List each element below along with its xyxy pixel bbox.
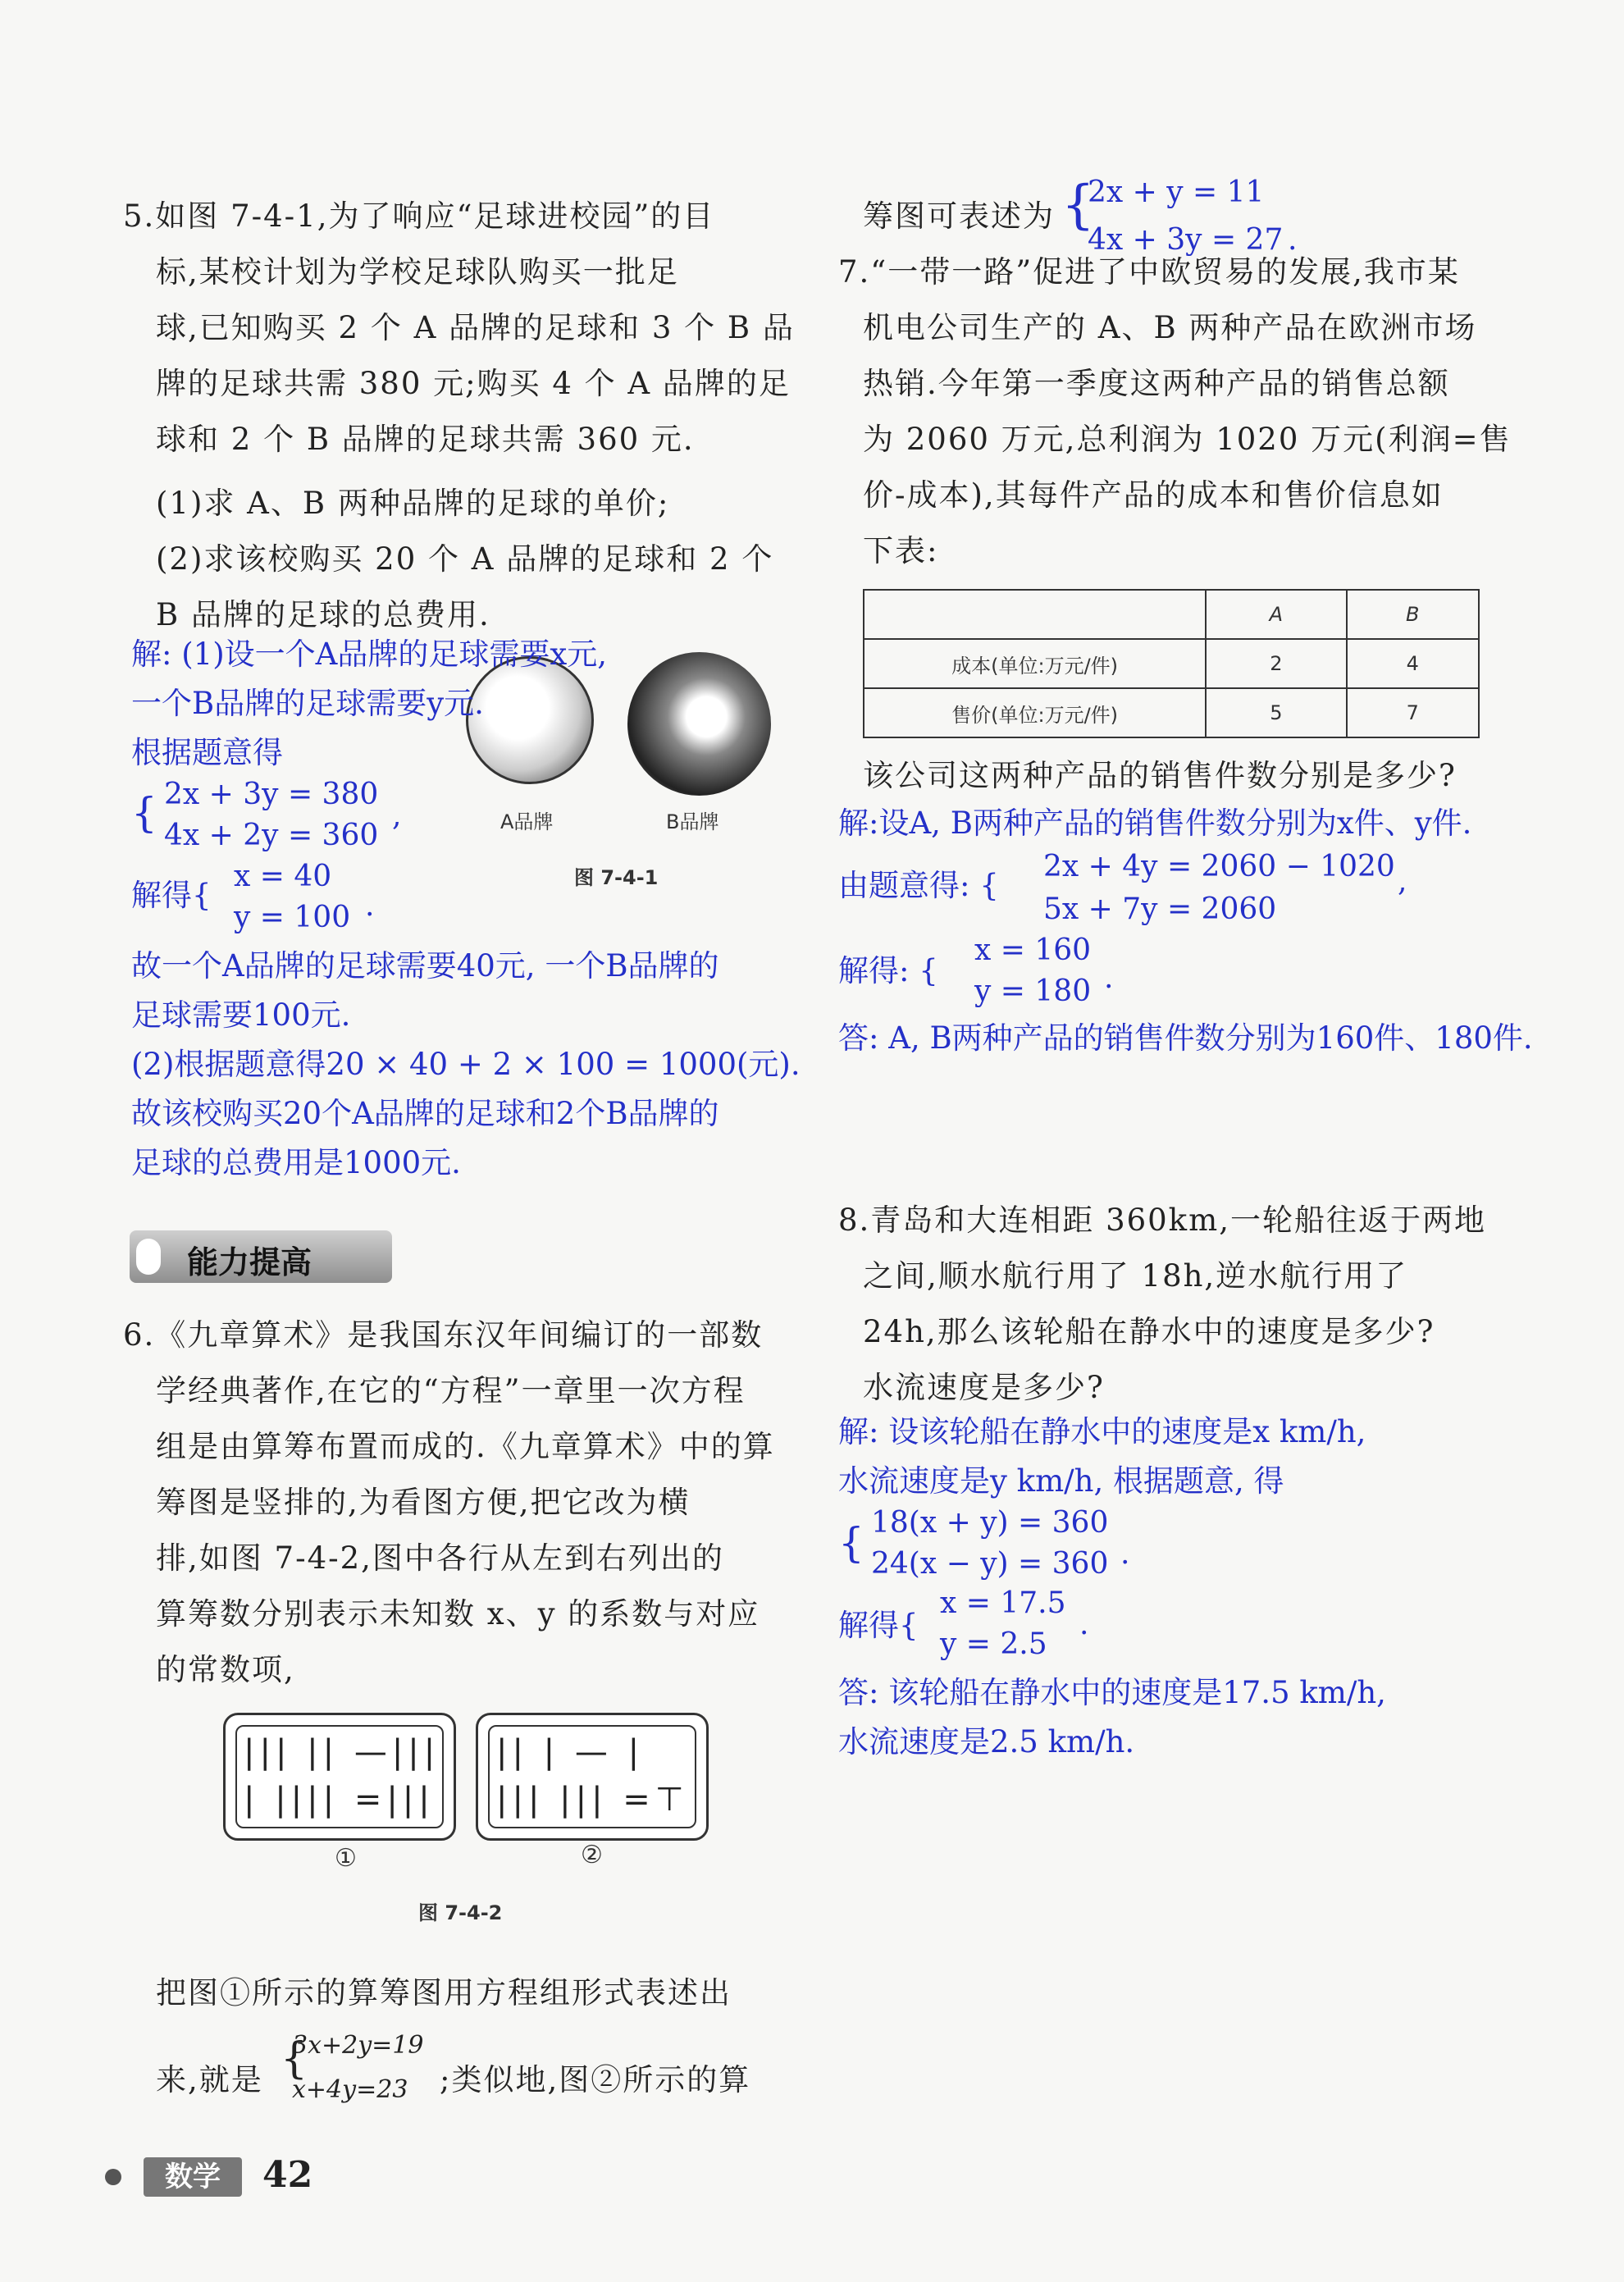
q6-line: ;类似地,图②所示的算 <box>440 2062 751 2097</box>
answer-equation: 4x + 3y = 27 <box>1088 223 1284 257</box>
counting-rods-2 <box>476 1713 709 1841</box>
solution: y = 2.5 <box>940 1627 1047 1661</box>
equation: 2x + 4y = 2060 − 1020 <box>1043 850 1395 883</box>
q6-line: 来,就是 <box>156 2062 263 2097</box>
q6-line: 筹图是竖排的,为看图方便,把它改为横 <box>156 1485 691 1520</box>
q8-line: 8.青岛和大连相距 360km,一轮船往返于两地 <box>838 1203 1486 1238</box>
subject-badge: 数学 <box>144 2157 242 2197</box>
equation: 18(x + y) = 360 <box>871 1506 1109 1540</box>
punct: , <box>1398 865 1407 898</box>
given-equation: 3x+2y=19 <box>292 2031 424 2060</box>
figure-label: ② <box>581 1841 603 1869</box>
product-info-table <box>863 589 1480 738</box>
q5-line: 牌的足球共需 380 元;购买 4 个 A 品牌的足 <box>156 366 791 401</box>
q5-line: (1)求 A、B 两种品牌的足球的单价; <box>156 486 670 521</box>
q5-line: 球,已知购买 2 个 A 品牌的足球和 3 个 B 品 <box>156 310 795 345</box>
punct: . <box>1120 1537 1130 1571</box>
q5-line: 球和 2 个 B 品牌的足球共需 360 元. <box>156 422 695 457</box>
answer-line: 水流速度是2.5 km/h. <box>838 1724 1135 1759</box>
table-row <box>864 590 1479 639</box>
answer-line: 一个B品牌的足球需要y元. <box>131 686 484 721</box>
punct: . <box>365 889 375 923</box>
fig-label-a: A品牌 <box>500 810 554 833</box>
figure-caption: 图 7-4-2 <box>418 1901 503 1924</box>
punct: . <box>1079 1608 1089 1641</box>
equation: 5x + 7y = 2060 <box>1043 892 1277 926</box>
rods-row: | |||| =||| <box>244 1781 435 1819</box>
given-equation: x+4y=23 <box>292 2075 408 2104</box>
answer-line: 水流速度是y km/h, 根据题意, 得 <box>838 1463 1284 1499</box>
bullet-icon <box>105 2169 121 2185</box>
answer-line: 解得{ <box>131 878 212 913</box>
table-cell: B <box>1347 590 1480 639</box>
section-title-text: 能力提高 <box>187 1244 312 1280</box>
equation: 24(x − y) = 360 <box>871 1547 1109 1581</box>
answer-line: 故该校购买20个A品牌的足球和2个B品牌的 <box>131 1096 719 1131</box>
fig-label-b: B品牌 <box>666 810 719 833</box>
table-cell: 2 <box>1206 639 1346 688</box>
q7-question: 该公司这两种产品的销售件数分别是多少? <box>863 758 1457 793</box>
rods-row: ||| ||| =⊤ <box>496 1781 689 1819</box>
punct: . <box>1288 223 1298 257</box>
q7-line: 7.“一带一路”促进了中欧贸易的发展,我市某 <box>838 254 1460 290</box>
q7-line: 价-成本),其每件产品的成本和售价信息如 <box>863 477 1444 513</box>
q8-line: 之间,顺水航行用了 18h,逆水航行用了 <box>863 1258 1408 1294</box>
q6-line: 排,如图 7-4-2,图中各行从左到右列出的 <box>156 1540 724 1576</box>
table-cell: 7 <box>1347 688 1480 737</box>
answer-line: 答: 该轮船在静水中的速度是17.5 km/h, <box>838 1675 1386 1710</box>
punct: , <box>392 799 402 833</box>
answer-line: 解: (1)设一个A品牌的足球需要x元, <box>131 637 607 672</box>
answer-line: 足球需要100元. <box>131 997 351 1033</box>
solution: y = 180 <box>974 974 1092 1008</box>
q7-line: 热销.今年第一季度这两种产品的销售总额 <box>863 366 1450 401</box>
rods-row: || | — | <box>496 1733 645 1771</box>
section-title-ability <box>130 1230 392 1283</box>
q5-line: (2)求该校购买 20 个 A 品牌的足球和 2 个 <box>156 541 774 577</box>
rods-row: ||| || —||| <box>244 1733 440 1771</box>
q5-line: 标,某校计划为学校足球队购买一批足 <box>156 254 679 290</box>
answer-line: 解得{ <box>838 1608 919 1643</box>
answer-line: 解:设A, B两种产品的销售件数分别为x件、y件. <box>838 806 1472 841</box>
q8-line: 24h,那么该轮船在静水中的速度是多少? <box>863 1314 1435 1349</box>
figure-label: ① <box>335 1844 357 1873</box>
solution: y = 100 <box>234 901 351 934</box>
q7-line: 机电公司生产的 A、B 两种产品在欧洲市场 <box>863 310 1477 345</box>
figure-caption: 图 7-4-1 <box>574 866 659 889</box>
solution: x = 160 <box>974 933 1092 967</box>
solution: x = 17.5 <box>940 1586 1066 1620</box>
q5-line: B 品牌的足球的总费用. <box>156 597 490 632</box>
answer-line: 根据题意得 <box>131 735 283 770</box>
q7-line: 下表: <box>863 533 939 568</box>
answer-line: 解: 设该轮船在静水中的速度是x km/h, <box>838 1414 1366 1449</box>
q6-line: 学经典著作,在它的“方程”一章里一次方程 <box>156 1373 746 1408</box>
punct: . <box>1104 961 1114 995</box>
page-number: 42 <box>262 2154 313 2196</box>
table-row <box>864 688 1479 737</box>
q6-line: 的常数项, <box>156 1652 295 1687</box>
answer-line: 由题意得: { <box>838 868 999 903</box>
table-row <box>864 639 1479 688</box>
q7-line: 为 2060 万元,总利润为 1020 万元(利润=售 <box>863 422 1512 457</box>
answer-line: 解得: { <box>838 953 938 988</box>
table-cell: 售价(单位:万元/件) <box>864 688 1206 737</box>
q6-line: 把图①所示的算筹图用方程组形式表述出 <box>156 1975 732 2010</box>
answer-line: (2)根据题意得20 × 40 + 2 × 100 = 1000(元). <box>131 1047 801 1082</box>
answer-equation: 2x + y = 11 <box>1088 176 1265 209</box>
table-cell: 4 <box>1347 639 1480 688</box>
table-cell <box>864 590 1206 639</box>
soccer-ball-b-image <box>627 652 771 796</box>
q5-line: 5.如图 7-4-1,为了响应“足球进校园”的目 <box>123 199 715 234</box>
equation: 4x + 2y = 360 <box>164 819 379 852</box>
table-cell: 成本(单位:万元/件) <box>864 639 1206 688</box>
q6-line: 算筹数分别表示未知数 x、y 的系数与对应 <box>156 1596 760 1632</box>
answer-line: 故一个A品牌的足球需要40元, 一个B品牌的 <box>131 948 719 984</box>
table-cell: 5 <box>1206 688 1346 737</box>
q6-line: 6.《九章算术》是我国东汉年间编订的一部数 <box>123 1317 764 1353</box>
counting-rods-1 <box>223 1713 456 1841</box>
q8-line: 水流速度是多少? <box>863 1370 1105 1405</box>
solution: x = 40 <box>234 860 332 893</box>
answer-line: 答: A, B两种产品的销售件数分别为160件、180件. <box>838 1020 1533 1056</box>
table-cell: A <box>1206 590 1346 639</box>
q6-line: 组是由算筹布置而成的.《九章算术》中的算 <box>156 1429 775 1464</box>
answer-line: 足球的总费用是1000元. <box>131 1145 461 1180</box>
equation: 2x + 3y = 380 <box>164 778 379 811</box>
q6-continuation: 筹图可表述为 <box>863 199 1055 234</box>
